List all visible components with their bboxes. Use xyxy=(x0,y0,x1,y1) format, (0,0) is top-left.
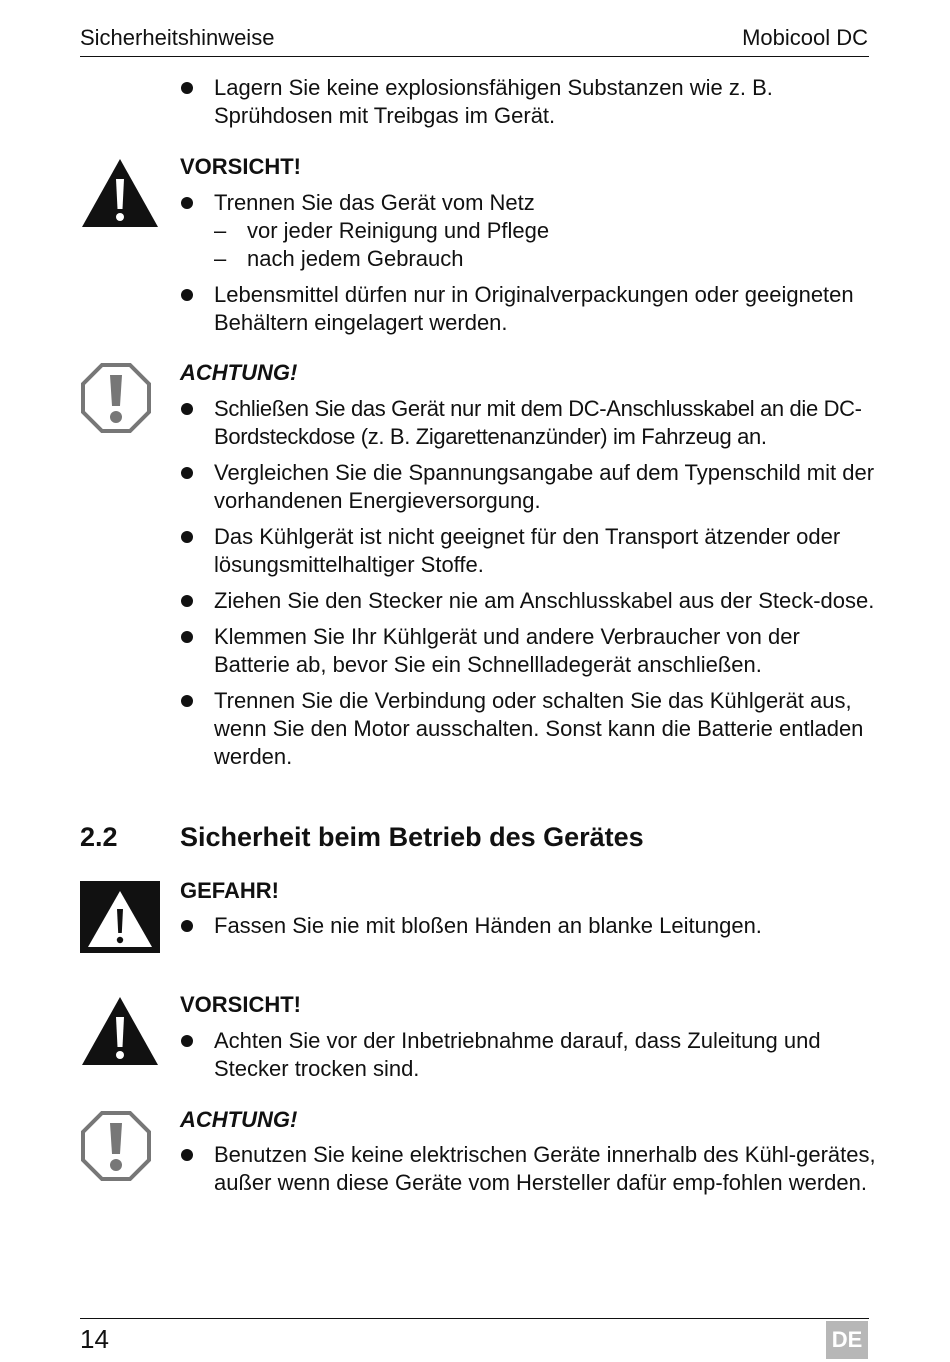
sub-list-item-text: vor jeder Reinigung und Pflege xyxy=(247,218,550,243)
list-item: Klemmen Sie Ihr Kühlgerät und andere Verbraucher von der Batterie ab, bevor Sie ein Schnellladegerät anschließen. xyxy=(180,623,880,679)
section-number: 2.2 xyxy=(80,822,118,852)
language-badge: DE xyxy=(826,1321,868,1359)
octagon-exclamation-icon xyxy=(80,362,152,439)
sub-list-item xyxy=(214,217,880,245)
gefahr-list xyxy=(180,912,880,948)
list-item: Trennen Sie die Verbindung oder schalten Sie das Kühlgerät aus, wenn Sie den Motor ausschalten. Sonst kann die Batterie entladen werden. xyxy=(180,687,880,771)
dash-marker: – xyxy=(214,218,227,243)
warning-triangle-icon xyxy=(80,995,160,1072)
achtung-list xyxy=(180,395,880,779)
list-item: Lagern Sie keine explosionsfähigen Substanzen wie z. B. Sprühdosen mit Treibgas im Gerät. xyxy=(180,74,880,130)
notice-title-vorsicht: VORSICHT! xyxy=(180,154,301,179)
vorsicht-list xyxy=(180,189,880,345)
list-item-text: Trennen Sie das Gerät vom Netz xyxy=(214,190,535,215)
footer-divider xyxy=(80,1318,869,1319)
list-item: Fassen Sie nie mit bloßen Händen an blanke Leitungen. xyxy=(180,912,880,940)
section-title: Sicherheit beim Betrieb des Gerätes xyxy=(180,822,644,852)
intro-list xyxy=(180,74,880,138)
notice-title-achtung: ACHTUNG! xyxy=(180,1107,298,1132)
notice-title-vorsicht: VORSICHT! xyxy=(180,992,301,1017)
list-item: Achten Sie vor der Inbetriebnahme darauf, dass Zuleitung und Stecker trocken sind. xyxy=(180,1027,880,1083)
header-product-name: Mobicool DC xyxy=(742,25,868,50)
notice-title-achtung: ACHTUNG! xyxy=(180,360,298,385)
dash-marker: – xyxy=(214,246,227,271)
octagon-exclamation-icon xyxy=(80,1110,152,1187)
list-item: Lebensmittel dürfen nur in Originalverpackungen oder geeigneten Behältern eingelagert werden. xyxy=(180,281,880,337)
header-section-title: Sicherheitshinweise xyxy=(80,25,275,50)
warning-triangle-icon xyxy=(80,157,160,234)
list-item: Ziehen Sie den Stecker nie am Anschlusskabel aus der Steck-dose. xyxy=(180,587,880,615)
sub-list-item-text: nach jedem Gebrauch xyxy=(247,246,464,271)
list-item xyxy=(180,189,880,273)
list-item: Benutzen Sie keine elektrischen Geräte innerhalb des Kühl-gerätes, außer wenn diese Geräte vom Hersteller dafür emp-fohlen werden. xyxy=(180,1141,880,1197)
notice-title-gefahr: GEFAHR! xyxy=(180,878,279,903)
header-divider xyxy=(80,56,869,57)
achtung-list xyxy=(180,1141,880,1205)
danger-triangle-icon xyxy=(80,881,160,958)
list-item: Vergleichen Sie die Spannungsangabe auf dem Typenschild mit der vorhandenen Energieversorgung. xyxy=(180,459,880,515)
sub-list-item xyxy=(214,245,880,273)
page-number: 14 xyxy=(80,1324,109,1354)
vorsicht-list xyxy=(180,1027,880,1091)
list-item: Das Kühlgerät ist nicht geeignet für den Transport ätzender oder lösungsmittelhaltiger Stoffe. xyxy=(180,523,880,579)
list-item: Schließen Sie das Gerät nur mit dem DC-Anschlusskabel an die DC-Bordsteckdose (z. B. Zigarettenanzünder) im Fahrzeug an. xyxy=(180,395,880,451)
